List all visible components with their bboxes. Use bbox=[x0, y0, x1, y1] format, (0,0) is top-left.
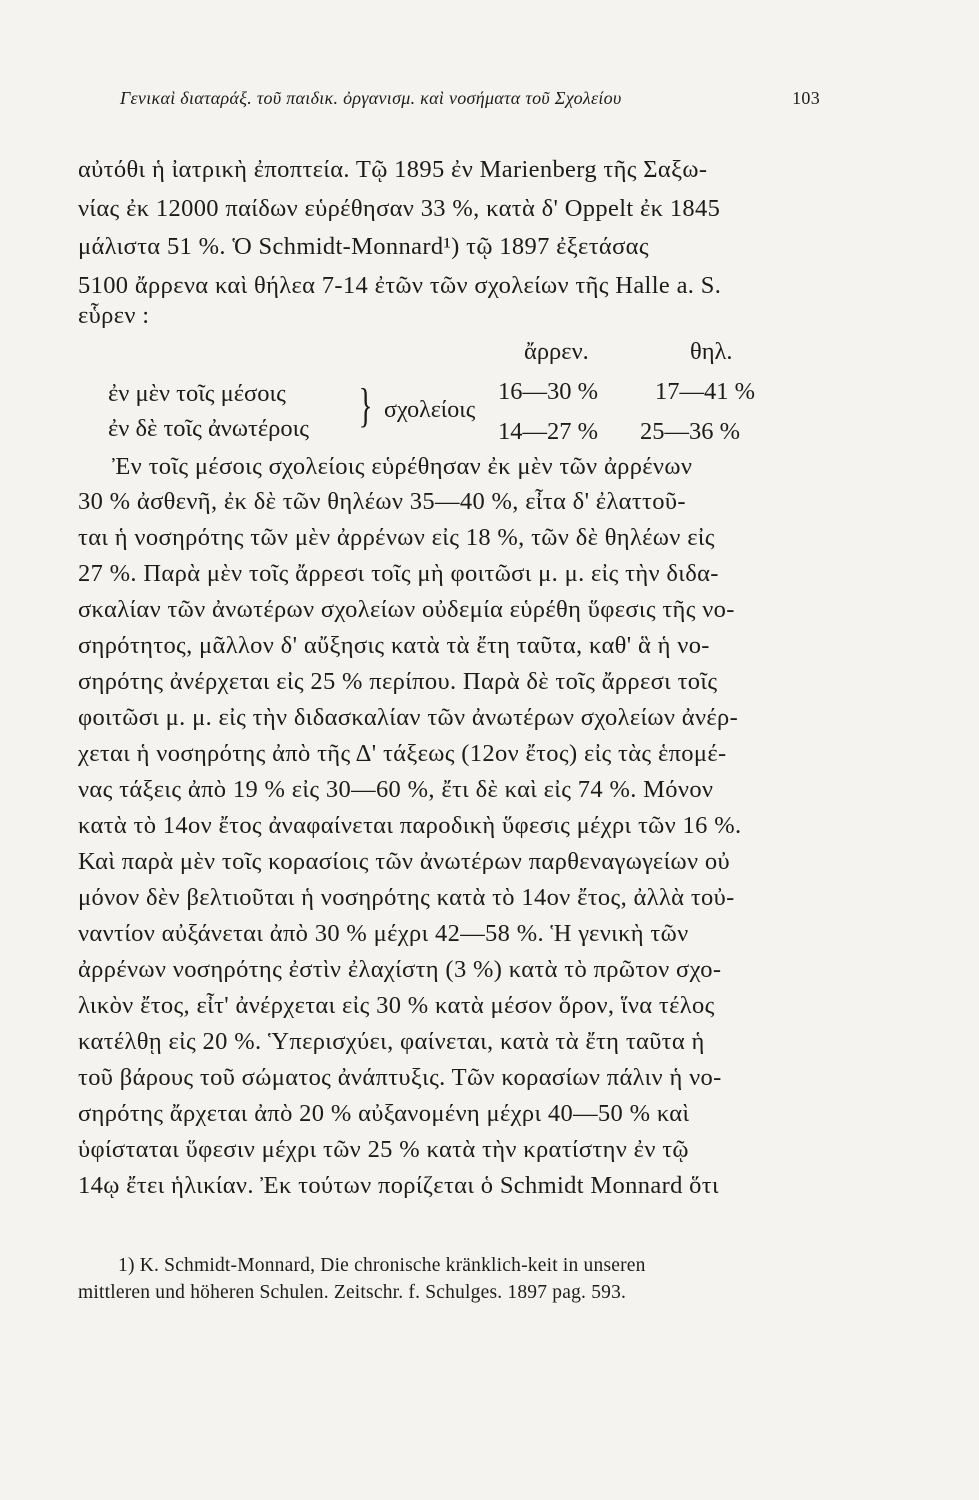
column-header-male: ἄρρεν. bbox=[524, 338, 589, 365]
text-line: νας τάξεις ἀπὸ 19 % εἰς 30—60 %, ἔτι δὲ καὶ εἰς 74 %. Μόνον bbox=[78, 776, 714, 803]
page-number: 103 bbox=[792, 88, 820, 108]
text-line: 27 %. Παρὰ μὲν τοῖς ἄρρεσι τοῖς μὴ φοιτῶσι μ. μ. εἰς τὴν διδα- bbox=[78, 560, 719, 587]
text-line: σηρότης ἀνέρχεται εἰς 25 % περίπου. Παρὰ δὲ τοῖς ἄρρεσι τοῖς bbox=[78, 668, 718, 695]
text-line: 5100 ἄρρενα καὶ θήλεα 7-14 ἐτῶν τῶν σχολείων τῆς Halle a. S. bbox=[78, 272, 722, 299]
text-line: φοιτῶσι μ. μ. εἰς τὴν διδασκαλίαν τῶν ἀνωτέρων σχολείων ἀνέρ- bbox=[78, 704, 739, 731]
row-value-female: 25—36 % bbox=[640, 418, 741, 445]
text-line: κατέλθῃ εἰς 20 %. Ὑπερισχύει, φαίνεται, κατὰ τὰ ἔτη ταῦτα ἡ bbox=[78, 1028, 705, 1055]
text-line: 14ῳ ἔτει ἡλικίαν. Ἐκ τούτων πορίζεται ὁ Schmidt Monnard ὅτι bbox=[78, 1172, 719, 1199]
brace-label: σχολείοις bbox=[384, 397, 476, 423]
footnote-line: 1) K. Schmidt-Monnard, Die chronische kränklich-keit in unseren bbox=[118, 1255, 646, 1276]
text-line: ὑφίσταται ὕφεσιν μέχρι τῶν 25 % κατὰ τὴν κρατίστην ἐν τῷ bbox=[78, 1136, 689, 1163]
text-line: λικὸν ἔτος, εἶτ' ἀνέρχεται εἰς 30 % κατὰ μέσον ὅρον, ἵνα τέλος bbox=[78, 992, 715, 1019]
text-line: τοῦ βάρους τοῦ σώματος ἀνάπτυξις. Τῶν κορασίων πάλιν ἡ νο- bbox=[78, 1064, 722, 1091]
text-line: σκαλίαν τῶν ἀνωτέρων σχολείων οὐδεμία εὑρέθη ὕφεσις τῆς νο- bbox=[78, 596, 735, 623]
text-line: αὐτόθι ἡ ἰατρικὴ ἐποπτεία. Τῷ 1895 ἐν Marienberg τῆς Σαξω- bbox=[78, 156, 708, 183]
text-line: ἀρρένων νοσηρότης ἐστὶν ἐλαχίστη (3 %) κατὰ τὸ πρῶτον σχο- bbox=[78, 956, 722, 983]
footnote-line: mittleren und höheren Schulen. Zeitschr. f. Schulges. 1897 pag. 593. bbox=[78, 1282, 627, 1303]
running-header bbox=[120, 88, 820, 109]
row-value-female: 17—41 % bbox=[655, 378, 756, 405]
text-line: νίας ἐκ 12000 παίδων εὑρέθησαν 33 %, κατὰ δ' Oppelt ἐκ 1845 bbox=[78, 195, 721, 222]
running-title: Γενικαὶ διαταράξ. τοῦ παιδικ. ὀργανισμ. καὶ νοσήματα τοῦ Σχολείου bbox=[120, 88, 622, 108]
row-value-male: 14—27 % bbox=[498, 418, 599, 445]
row-label: ἐν δὲ τοῖς ἀνωτέροις bbox=[108, 415, 309, 442]
text-line: Ἐν τοῖς μέσοις σχολείοις εὑρέθησαν ἐκ μὲν τῶν ἀρρένων bbox=[112, 453, 693, 480]
row-label: ἐν μὲν τοῖς μέσοις bbox=[108, 380, 286, 407]
text-line: χεται ἡ νοσηρότης ἀπὸ τῆς Δ' τάξεως (12ον ἔτος) εἰς τὰς ἑπομέ- bbox=[78, 740, 727, 767]
row-value-male: 16—30 % bbox=[498, 378, 599, 405]
text-line: κατὰ τὸ 14ον ἔτος ἀναφαίνεται παροδικὴ ὕφεσις μέχρι τῶν 16 %. bbox=[78, 812, 742, 839]
text-line: σηρότητος, μᾶλλον δ' αὔξησις κατὰ τὰ ἔτη ταῦτα, καθ' ἃ ἡ νο- bbox=[78, 632, 710, 659]
column-header-female: θηλ. bbox=[690, 338, 733, 365]
text-line: 30 % ἀσθενῆ, ἐκ δὲ τῶν θηλέων 35—40 %, εἶτα δ' ἐλαττοῦ- bbox=[78, 488, 686, 515]
brace-symbol: } bbox=[358, 379, 373, 432]
text-line: μάλιστα 51 %. Ὁ Schmidt-Monnard¹) τῷ 1897 ἐξετάσας bbox=[78, 233, 649, 260]
text-line: εὗρεν : bbox=[78, 302, 150, 329]
text-line: μόνον δὲν βελτιοῦται ἡ νοσηρότης κατὰ τὸ 14ον ἔτος, ἀλλὰ τοὐ- bbox=[78, 884, 735, 911]
text-line: ται ἡ νοσηρότης τῶν μὲν ἀρρένων εἰς 18 %, τῶν δὲ θηλέων εἰς bbox=[78, 524, 715, 551]
text-line: σηρότης ἄρχεται ἀπὸ 20 % αὐξανομένη μέχρι 40—50 % καὶ bbox=[78, 1100, 690, 1127]
text-line: Καὶ παρὰ μὲν τοῖς κορασίοις τῶν ἀνωτέρων παρθεναγωγείων οὐ bbox=[78, 848, 730, 875]
text-line: ναντίον αὐξάνεται ἀπὸ 30 % μέχρι 42—58 %. Ἡ γενικὴ τῶν bbox=[78, 920, 689, 947]
